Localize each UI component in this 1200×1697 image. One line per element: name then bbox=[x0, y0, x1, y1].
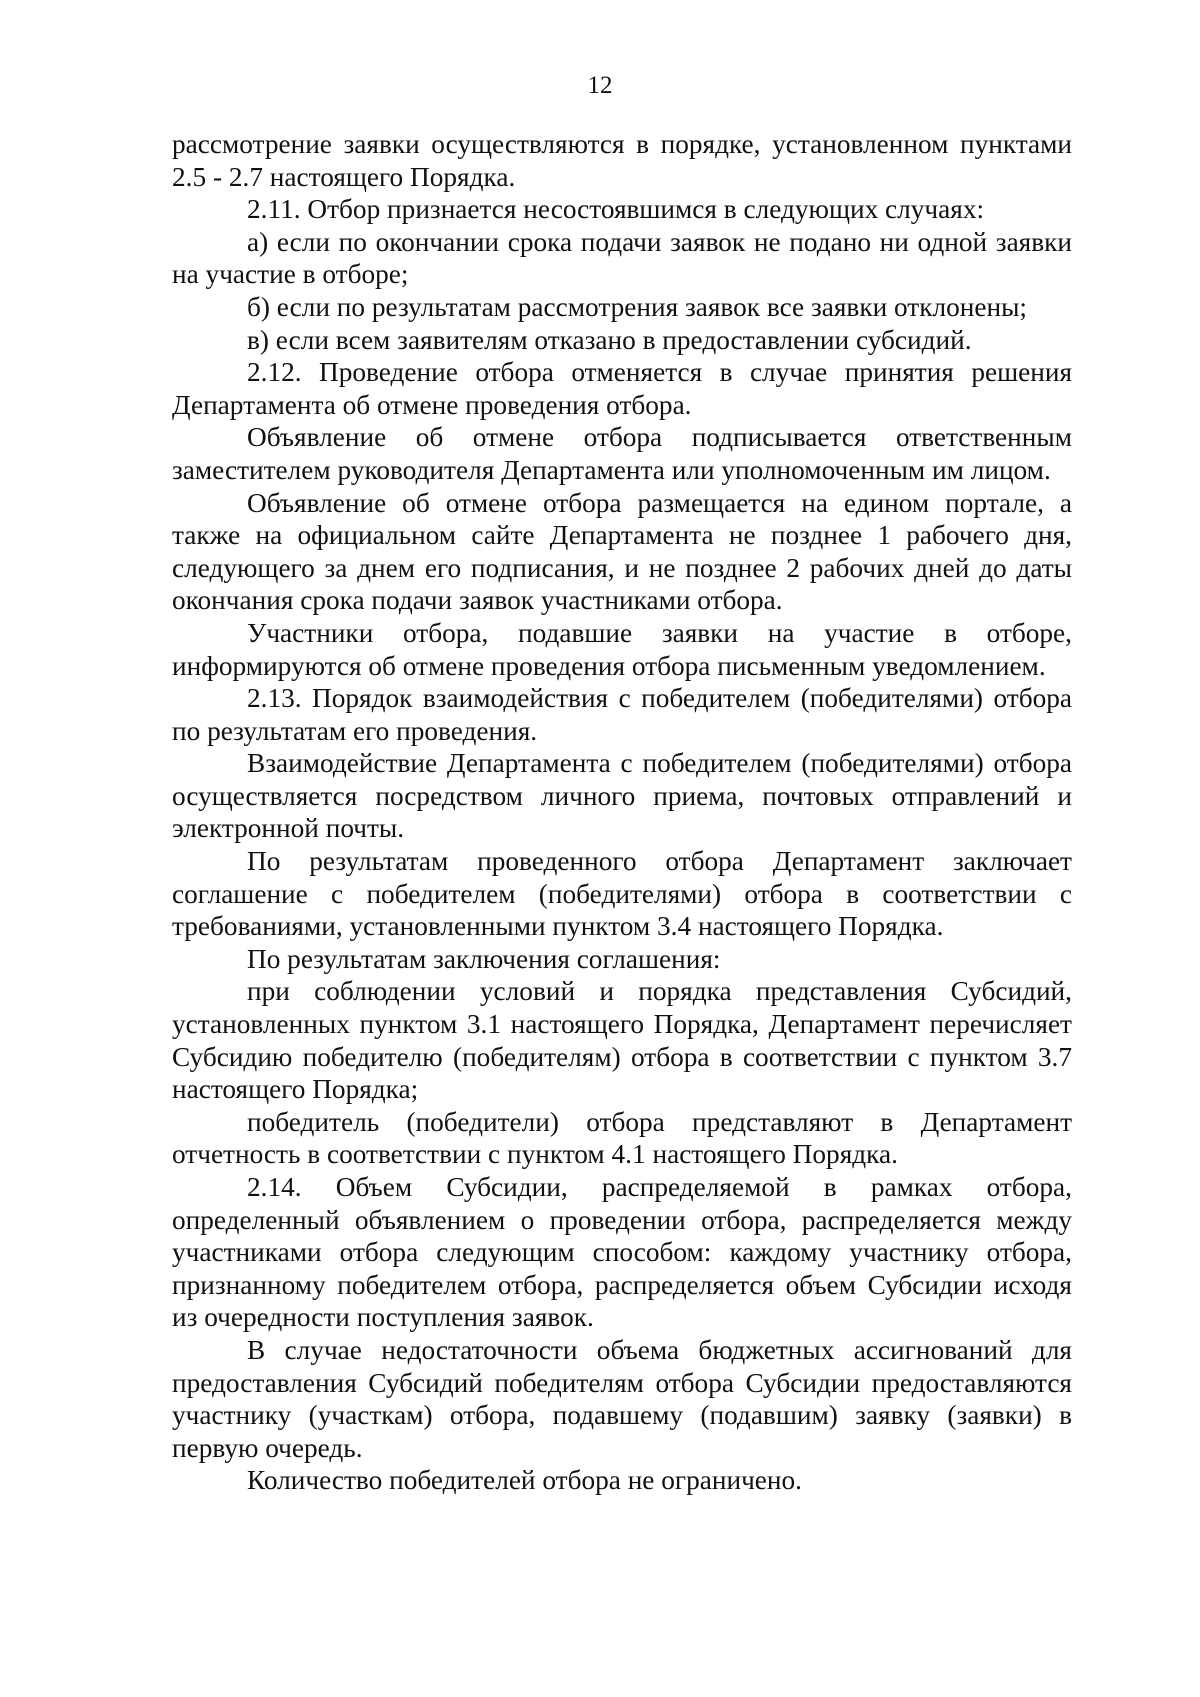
paragraph-agreement: По результатам проведенного отбора Департамент заключает соглашение с победителем (победителями) отбора в соответствии с требованиями, установленными пунктом 3.4 настоящего Порядка. bbox=[172, 846, 1072, 942]
paragraph-cancel-signing: Объявление об отмене отбора подписывается ответственным заместителем руководителя Департамента или уполномоченным им лицом. bbox=[172, 422, 1072, 485]
paragraph-2-14: 2.14. Объем Субсидии, распределяемой в рамках отбора, определенный объявлением о проведении отбора, распределяется между участниками отбора следующим способом: каждому участнику отбора, признанному победителем отбора, распределяется объем Субсидии исходя из очередности поступления заявок. bbox=[172, 1172, 1072, 1333]
paragraph-2-11-v: в) если всем заявителям отказано в предоставлении субсидий. bbox=[247, 324, 972, 355]
paragraph-2-11-a: а) если по окончании срока подачи заявок не подано ни одной заявки на участие в отборе; bbox=[172, 226, 1072, 290]
paragraph-participants-notified: Участники отбора, подавшие заявки на участие в отборе, информируются об отмене проведения отбора письменным уведомлением. bbox=[172, 617, 1072, 681]
paragraph-2-11-b: б) если по результатам рассмотрения заявок все заявки отклонены; bbox=[247, 291, 1028, 322]
document-body bbox=[172, 128, 1072, 1497]
paragraph-continuation: рассмотрение заявки осуществляются в порядке, установленном пунктами 2.5 - 2.7 настоящего Порядка. bbox=[172, 129, 1072, 192]
paragraph-reporting: победитель (победители) отбора представляют в Департамент отчетность в соответствии с пунктом 4.1 настоящего Порядка. bbox=[172, 1106, 1072, 1170]
paragraph-subsidy-transfer: при соблюдении условий и порядка представления Субсидий, установленных пунктом 3.1 настоящего Порядка, Департамент перечисляет Субсидию победителю (победителям) отбора в соответствии с пунктом 3.7 настоящего Порядка; bbox=[172, 976, 1072, 1105]
paragraph-2-11: 2.11. Отбор признается несостоявшимся в следующих случаях: bbox=[247, 194, 985, 225]
paragraph-interaction: Взаимодействие Департамента с победителем (победителями) отбора осуществляется посредством личного приема, почтовых отправлений и электронной почты. bbox=[172, 748, 1072, 844]
paragraph-2-13: 2.13. Порядок взаимодействия с победителем (победителями) отбора по результатам его проведения. bbox=[172, 683, 1072, 746]
paragraph-agreement-results: По результатам заключения соглашения: bbox=[247, 943, 721, 974]
paragraph-insufficient-funds: В случае недостаточности объема бюджетных ассигнований для предоставления Субсидий победителям отбора Субсидии предоставляются участнику (участкам) отбора, подавшему (подавшим) заявку (заявки) в первую очередь. bbox=[172, 1334, 1072, 1463]
page-number: 12 bbox=[587, 72, 613, 99]
paragraph-cancel-publishing: Объявление об отмене отбора размещается на едином портале, а также на официальном сайте Департамента не позднее 1 рабочего дня, следующего за днем его подписания, и не позднее 2 рабочих дней до даты окончания срока подачи заявок участниками отбора. bbox=[172, 487, 1072, 616]
paragraph-2-12: 2.12. Проведение отбора отменяется в случае принятия решения Департамента об отмене проведения отбора. bbox=[172, 357, 1072, 420]
paragraph-winners-unlimited: Количество победителей отбора не ограничено. bbox=[247, 1465, 803, 1496]
